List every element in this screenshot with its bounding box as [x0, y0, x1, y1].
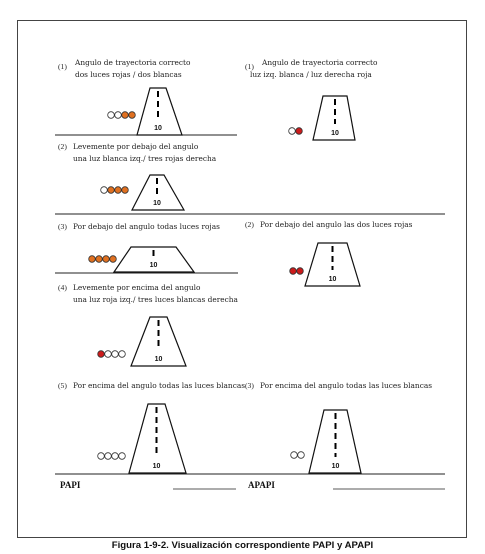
apapi-1-line2: luz izq. blanca / luz derecha roja: [250, 70, 372, 79]
papi-1-light-2: [115, 112, 122, 119]
papi-5-number: (5): [58, 381, 67, 390]
papi-2-line1: Levemente por debajo del angulo: [73, 142, 199, 151]
papi-3-line1: Por debajo del angulo todas luces rojas: [73, 222, 220, 231]
papi-2-light-1: [101, 187, 108, 194]
papi-3-light-3: [103, 256, 110, 263]
papi-4-light-3: [112, 351, 119, 358]
papi-3-runway-number: 10: [149, 262, 158, 269]
apapi-3-light-2: [298, 452, 305, 459]
apapi-3-line1: Por encima del angulo todas las luces blancas: [260, 381, 433, 390]
papi-4-number: (4): [58, 283, 67, 292]
apapi-2-light-1: [290, 268, 297, 275]
figure-caption: Figura 1-9-2. Visualización correspondiente PAPI y APAPI: [111, 540, 374, 551]
apapi-2-number: (2): [245, 220, 254, 229]
apapi-1-number: (1): [245, 62, 254, 71]
papi-2-light-2: [108, 187, 115, 194]
papi-5-light-2: [105, 453, 112, 460]
papi-4-light-1: [98, 351, 105, 358]
apapi-2-light-2: [297, 268, 304, 275]
papi-2-light-3: [115, 187, 122, 194]
papi-3-light-2: [96, 256, 103, 263]
papi-1-number: (1): [58, 62, 67, 71]
papi-3-light-1: [89, 256, 96, 263]
papi-5-runway-number: 10: [152, 463, 161, 470]
papi-1-light-4: [129, 112, 136, 119]
apapi-1-light-1: [289, 128, 296, 135]
papi-4-line1: Levemente por encima del angulo: [73, 283, 201, 292]
papi-4-light-4: [119, 351, 126, 358]
papi-label: PAPI: [60, 480, 81, 490]
apapi-1-runway-number: 10: [331, 130, 339, 137]
papi-4-line2: una luz roja izq./ tres luces blancas derecha: [73, 295, 238, 304]
papi-1-light-1: [108, 112, 115, 119]
papi-1-runway-number: 10: [154, 125, 162, 132]
apapi-3-light-1: [291, 452, 298, 459]
apapi-2-runway-number: 10: [328, 276, 337, 283]
papi-3-light-4: [110, 256, 117, 263]
apapi-1-line1: Angulo de trayectoria correcto: [262, 58, 378, 67]
papi-5-light-1: [98, 453, 105, 460]
papi-5-line1: Por encima del angulo todas las luces blancas: [73, 381, 246, 390]
papi-1-line2: dos luces rojas / dos blancas: [75, 70, 182, 79]
papi-2-runway-number: 10: [153, 200, 161, 207]
papi-4-light-2: [105, 351, 112, 358]
papi-3-number: (3): [58, 222, 67, 231]
papi-2-number: (2): [58, 142, 67, 151]
apapi-2-line1: Por debajo del angulo las dos luces rojas: [260, 220, 413, 229]
apapi-label: APAPI: [248, 480, 275, 490]
papi-1-line1: Angulo de trayectoria correcto: [75, 58, 191, 67]
papi-4-runway-number: 10: [154, 356, 163, 363]
apapi-3-number: (3): [245, 381, 254, 390]
papi-1-light-3: [122, 112, 129, 119]
papi-2-line2: una luz blanca izq./ tres rojas derecha: [73, 154, 217, 163]
papi-2-light-4: [122, 187, 129, 194]
papi-5-light-4: [119, 453, 126, 460]
papi-5-light-3: [112, 453, 119, 460]
apapi-3-runway-number: 10: [331, 463, 340, 470]
apapi-1-light-2: [296, 128, 303, 135]
